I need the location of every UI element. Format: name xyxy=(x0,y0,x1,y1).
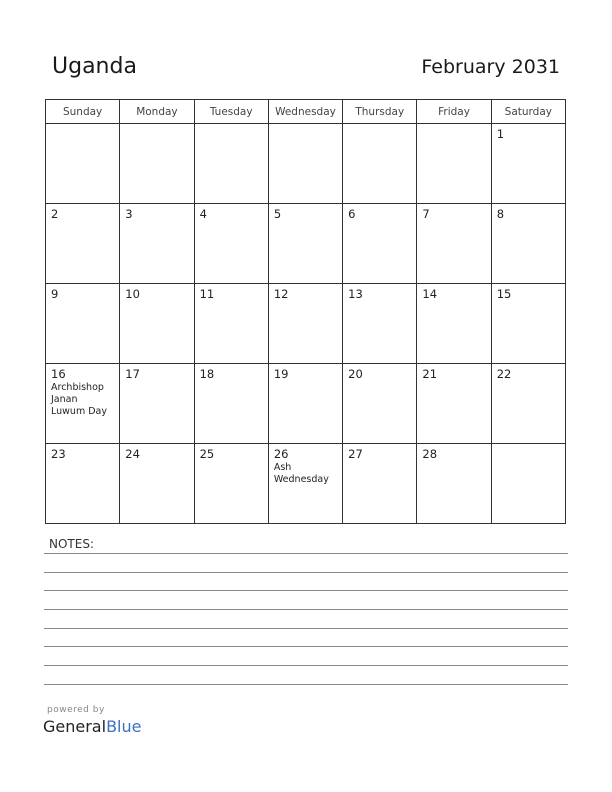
notes-line xyxy=(44,684,568,685)
day-number: 19 xyxy=(273,367,289,381)
day-number: 22 xyxy=(496,367,512,381)
week-row xyxy=(46,364,566,444)
day-cell xyxy=(343,284,417,364)
day-cell xyxy=(120,204,194,284)
day-number: 27 xyxy=(348,447,363,461)
day-cell xyxy=(268,204,342,284)
day-cell xyxy=(343,124,417,204)
day-cell xyxy=(491,364,565,444)
logo-general-text: General xyxy=(43,717,107,736)
day-number: 5 xyxy=(273,207,282,221)
notes-line xyxy=(44,665,568,666)
day-number: 25 xyxy=(199,447,215,461)
weekday-friday: Friday xyxy=(417,100,491,124)
day-cell xyxy=(46,124,120,204)
day-cell xyxy=(268,284,342,364)
day-number: 1 xyxy=(496,127,505,141)
day-cell xyxy=(194,444,268,524)
day-number: 20 xyxy=(348,367,363,381)
day-number: 23 xyxy=(51,447,66,461)
month-title: February 2031 xyxy=(421,56,560,78)
day-cell xyxy=(417,124,491,204)
day-cell xyxy=(46,364,120,444)
calendar-body xyxy=(46,124,566,524)
notes-label: NOTES: xyxy=(49,537,94,551)
day-number: 6 xyxy=(348,207,356,221)
day-cell xyxy=(491,444,565,524)
notes-line xyxy=(44,646,568,647)
day-cell xyxy=(417,364,491,444)
notes-line xyxy=(44,609,568,610)
day-cell xyxy=(194,364,268,444)
day-cell xyxy=(491,284,565,364)
day-number: 12 xyxy=(273,287,289,301)
day-cell xyxy=(417,444,491,524)
weekday-tuesday: Tuesday xyxy=(194,100,268,124)
day-number: 28 xyxy=(422,447,438,461)
day-number: 26 xyxy=(273,447,289,461)
day-cell xyxy=(343,364,417,444)
day-number: 21 xyxy=(422,367,438,381)
day-cell xyxy=(46,284,120,364)
day-number: 13 xyxy=(348,287,363,301)
day-cell xyxy=(268,444,342,524)
day-cell xyxy=(417,284,491,364)
weekday-saturday: Saturday xyxy=(491,100,565,124)
day-cell xyxy=(194,284,268,364)
week-row xyxy=(46,444,566,524)
day-cell xyxy=(417,204,491,284)
weekday-header-row xyxy=(46,100,566,124)
holiday-label: Ash Wednesday xyxy=(273,462,329,485)
day-number: 8 xyxy=(496,207,505,221)
day-number: 3 xyxy=(125,207,133,221)
holiday-label: Archbishop Janan Luwum Day xyxy=(51,382,107,417)
weekday-wednesday: Wednesday xyxy=(268,100,342,124)
day-cell xyxy=(194,124,268,204)
day-cell xyxy=(491,124,565,204)
day-cell xyxy=(120,444,194,524)
weekday-monday: Monday xyxy=(120,100,194,124)
notes-line xyxy=(44,553,568,554)
weekday-sunday: Sunday xyxy=(46,100,120,124)
week-row xyxy=(46,284,566,364)
day-cell xyxy=(120,284,194,364)
country-title: Uganda xyxy=(52,54,137,79)
day-number: 11 xyxy=(199,287,215,301)
notes-line xyxy=(44,628,568,629)
day-number: 7 xyxy=(422,207,430,221)
day-cell xyxy=(343,204,417,284)
day-number: 17 xyxy=(125,367,140,381)
week-row xyxy=(46,204,566,284)
day-number: 4 xyxy=(199,207,207,221)
day-cell xyxy=(343,444,417,524)
day-number: 18 xyxy=(199,367,215,381)
day-number: 15 xyxy=(496,287,512,301)
day-cell xyxy=(268,364,342,444)
generalblue-logo xyxy=(43,717,141,736)
week-row xyxy=(46,124,566,204)
day-cell xyxy=(268,124,342,204)
day-cell xyxy=(120,124,194,204)
day-number: 9 xyxy=(51,287,59,301)
notes-line xyxy=(44,572,568,573)
day-number: 2 xyxy=(51,207,59,221)
weekday-thursday: Thursday xyxy=(343,100,417,124)
day-cell xyxy=(194,204,268,284)
day-cell xyxy=(491,204,565,284)
day-number: 24 xyxy=(125,447,140,461)
day-cell xyxy=(120,364,194,444)
notes-line xyxy=(44,590,568,591)
powered-by-text: powered by xyxy=(47,705,105,715)
day-cell xyxy=(46,444,120,524)
day-number: 16 xyxy=(51,367,66,381)
logo-blue-text: Blue xyxy=(106,717,142,736)
day-number: 10 xyxy=(125,287,140,301)
day-cell xyxy=(46,204,120,284)
calendar-grid xyxy=(45,99,566,524)
day-number: 14 xyxy=(422,287,438,301)
